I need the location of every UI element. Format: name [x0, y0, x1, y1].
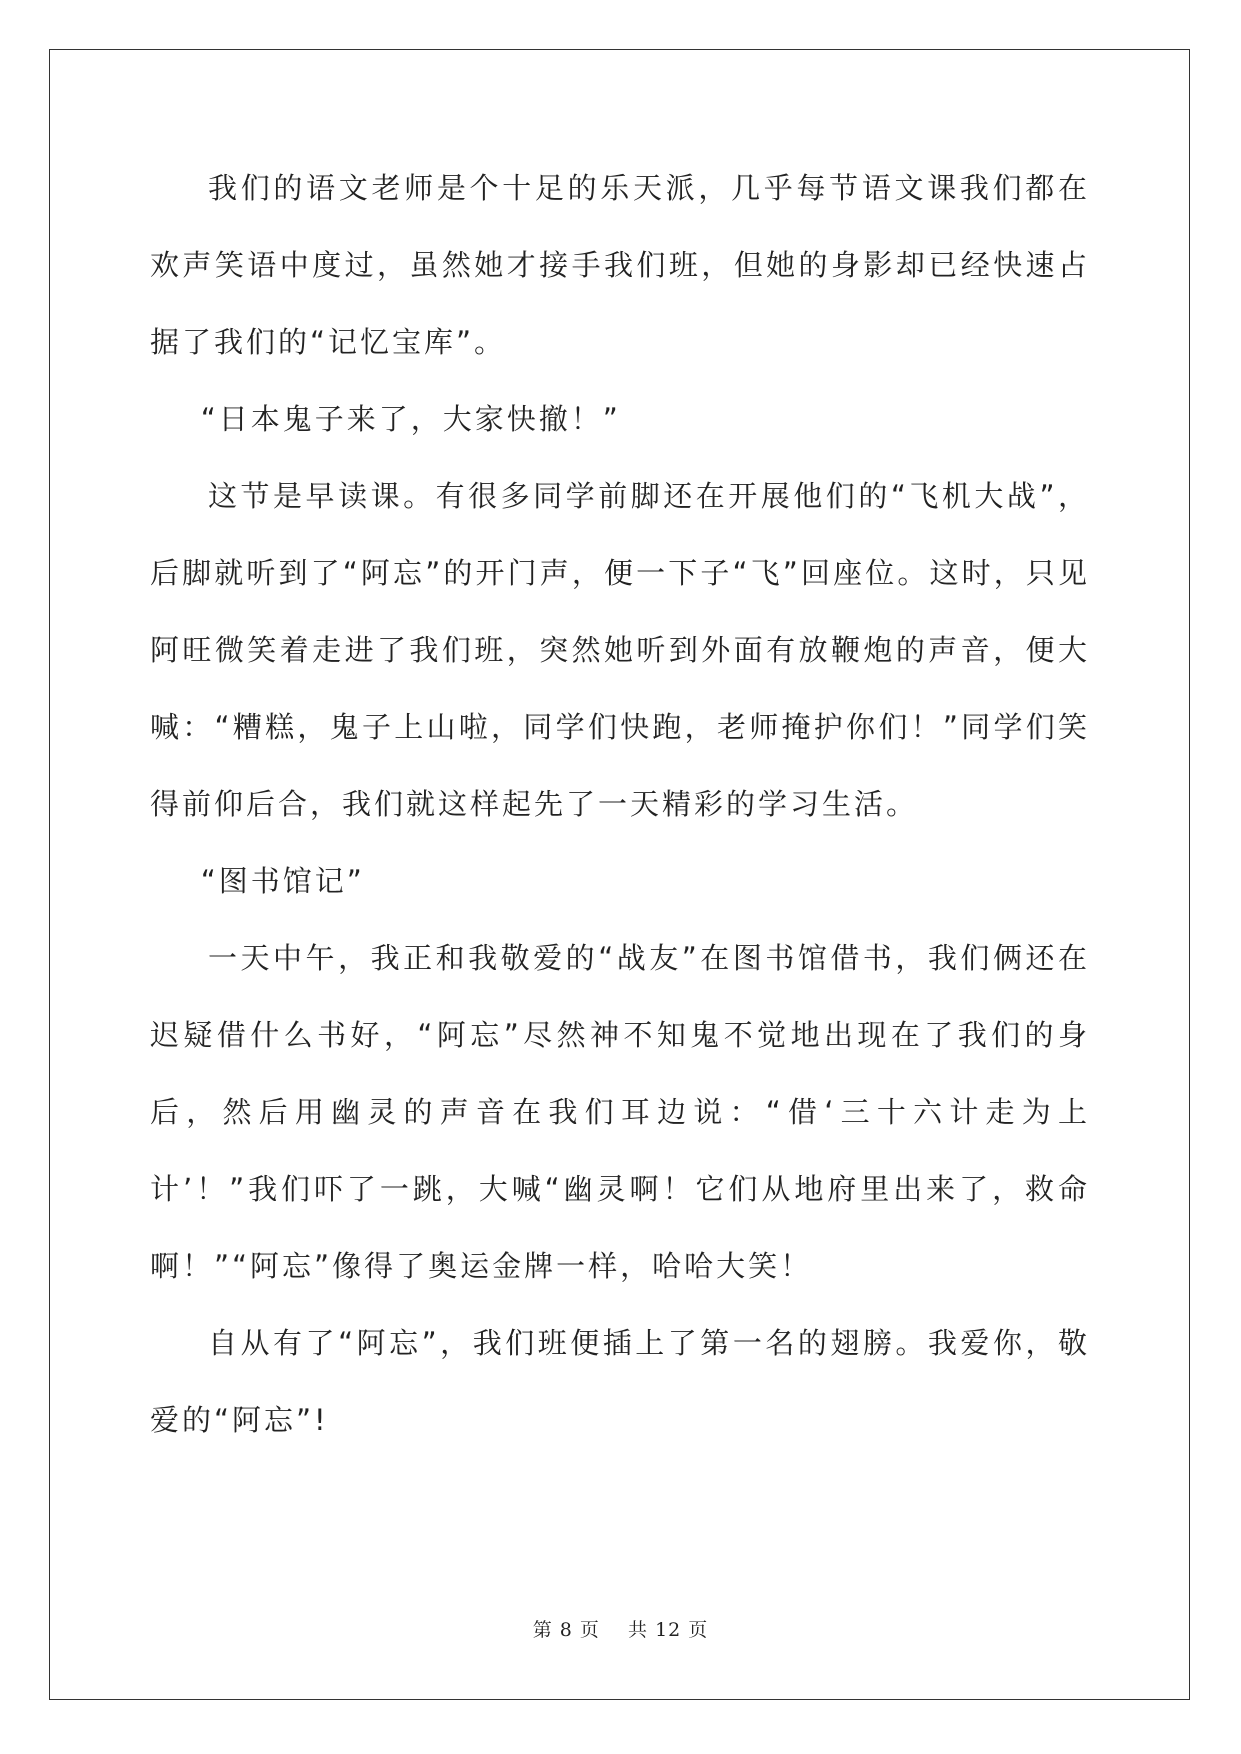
paragraph: 这节是早读课。有很多同学前脚还在开展他们的“飞机大战”，后脚就听到了“阿忘”的开门声，便一下子“飞”回座位。这时，只见阿旺微笑着走进了我们班，突然她听到外面有放鞭炮的声音，便大喊：“糟糕，鬼子上山啦，同学们快跑，老师掩护你们！”同学们笑得前仰后合，我们就这样起先了一天精彩的学习生活。 [150, 479, 1090, 821]
paragraph: 自从有了“阿忘”，我们班便插上了第一名的翅膀。我爱你，敬爱的“阿忘”! [150, 1326, 1090, 1437]
paragraph: 一天中午，我正和我敬爱的“战友”在图书馆借书，我们俩还在迟疑借什么书好，“阿忘”尽然神不知鬼不觉地出现在了我们的身后，然后用幽灵的声音在我们耳边说：“借‘三十六计走为上计’！”我们吓了一跳，大喊“幽灵啊！它们从地府里出来了，救命啊！”“阿忘”像得了奥运金牌一样，哈哈大笑！ [150, 941, 1090, 1283]
paragraph: 我们的语文老师是个十足的乐天派，几乎每节语文课我们都在欢声笑语中度过，虽然她才接手我们班，但她的身影却已经快速占据了我们的“记忆宝库”。 [150, 171, 1090, 359]
paragraph-quote: “日本鬼子来了，大家快撤！” [200, 402, 621, 436]
page-number-label: 第 8 页 共 12 页 [532, 1619, 709, 1641]
page-footer [0, 1615, 1241, 1642]
paragraph-quote: “图书馆记” [200, 864, 365, 898]
document-body [150, 150, 1090, 1459]
